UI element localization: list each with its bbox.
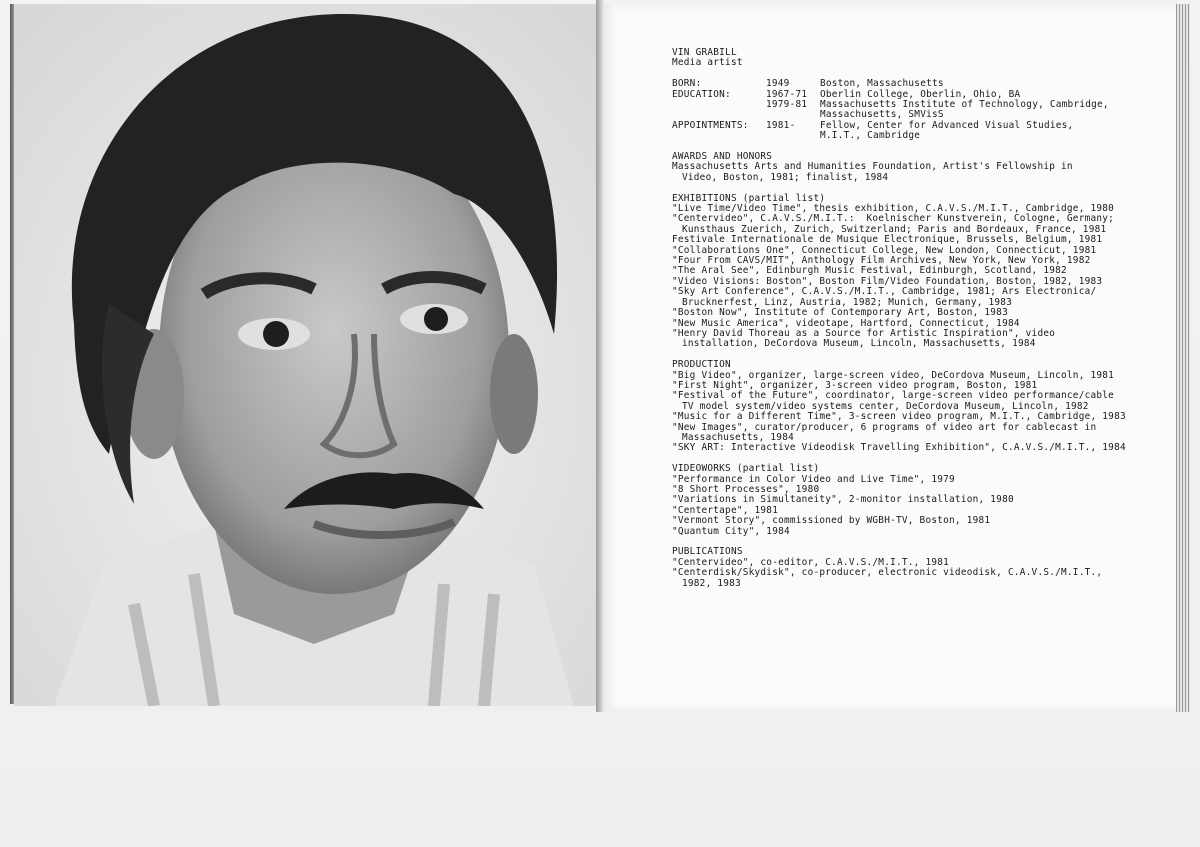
production-line: "Festival of the Future", coordinator, large-screen video performance/cable [672, 390, 1115, 402]
publication-line: 1982, 1983 [682, 577, 741, 589]
awards-heading: AWARDS AND HONORS [672, 151, 773, 163]
exhibition-line: "Video Visions: Boston", Boston Film/Video Foundation, Boston, 1982, 1983 [672, 275, 1103, 287]
production-line: "SKY ART: Interactive Videodisk Travelling Exhibition", C.A.V.S./M.I.T., 1984 [672, 442, 1126, 454]
exhibition-line: Festivale Internationale de Musique Electronique, Brussels, Belgium, 1981 [672, 234, 1103, 246]
artist-name: VIN GRABILL [672, 47, 737, 58]
exhibition-line: "Henry David Thoreau as a Source for Artistic Inspiration", video [672, 327, 1056, 339]
exhibition-line: "Sky Art Conference", C.A.V.S./M.I.T., Cambridge, 1981; Ars Electronica/ [672, 286, 1097, 298]
videowork-line: "Vermont Story", commissioned by WGBH-TV, Boston, 1981 [672, 515, 991, 527]
videowork-line: "Variations in Simultaneity", 2-monitor installation, 1980 [672, 494, 1014, 506]
exhibition-line: "Live Time/Video Time", thesis exhibition, C.A.V.S./M.I.T., Cambridge, 1980 [672, 203, 1115, 215]
artist-cv [672, 48, 1162, 589]
videowork-line: "Performance in Color Video and Live Time", 1979 [672, 473, 955, 485]
production-line: TV model system/video systems center, DeCordova Museum, Lincoln, 1982 [682, 400, 1089, 412]
awards-line: Video, Boston, 1981; finalist, 1984 [682, 171, 889, 183]
publication-line: "Centervideo", co-editor, C.A.V.S./M.I.T., 1981 [672, 556, 950, 568]
exhibition-line: "New Music America", videotape, Hartford, Connecticut, 1984 [672, 317, 1020, 329]
production-line: "New Images", curator/producer, 6 programs of video art for cablecast in [672, 421, 1097, 433]
videowork-line: "8 Short Processes", 1980 [672, 483, 820, 495]
exhibitions-heading: EXHIBITIONS (partial list) [672, 192, 826, 204]
portrait-photo-graphic [14, 4, 598, 706]
portrait-photo [14, 4, 598, 706]
publications-heading: PUBLICATIONS [672, 546, 743, 558]
exhibition-line: "Collaborations One", Connecticut College, New London, Connecticut, 1981 [672, 244, 1097, 256]
production-line: "Big Video", organizer, large-screen video, DeCordova Museum, Lincoln, 1981 [672, 369, 1115, 381]
production-line: "First Night", organizer, 3-screen video program, Boston, 1981 [672, 379, 1038, 391]
exhibition-line: "Boston Now", Institute of Contemporary Art, Boston, 1983 [672, 307, 1008, 319]
bio-details [672, 79, 1162, 141]
production-line: "Music for a Different Time", 3-screen video program, M.I.T., Cambridge, 1983 [672, 411, 1126, 423]
production-heading: PRODUCTION [672, 359, 731, 371]
detail-row: EDUCATION: 1967-71 Oberlin College, Oberlin, Ohio, BA [672, 88, 1021, 100]
publication-line: "Centerdisk/Skydisk", co-producer, electronic videodisk, C.A.V.S./M.I.T., [672, 567, 1103, 579]
detail-row: Massachusetts, SMVisS [820, 109, 944, 121]
production-line: Massachusetts, 1984 [682, 431, 794, 443]
right-page-edge [1176, 4, 1190, 712]
artist-role: Media artist [672, 57, 743, 69]
videoworks-heading: VIDEOWORKS (partial list) [672, 463, 820, 475]
detail-row: M.I.T., Cambridge [820, 130, 921, 142]
exhibition-line: Kunsthaus Zuerich, Zurich, Switzerland; Paris and Bordeaux, France, 1981 [682, 223, 1107, 235]
exhibition-line: "Four From CAVS/MIT", Anthology Film Archives, New York, New York, 1982 [672, 255, 1091, 267]
exhibition-line: Brucknerfest, Linz, Austria, 1982; Munich, Germany, 1983 [682, 296, 1013, 308]
exhibition-line: installation, DeCordova Museum, Lincoln, Massachusetts, 1984 [682, 338, 1036, 350]
awards-line: Massachusetts Arts and Humanities Foundation, Artist's Fellowship in [672, 161, 1073, 173]
videowork-line: "Quantum City", 1984 [672, 525, 790, 537]
detail-row: 1979-81 Massachusetts Institute of Technology, Cambridge, [766, 99, 1109, 111]
videowork-line: "Centertape", 1981 [672, 504, 779, 516]
detail-row: APPOINTMENTS: 1981- Fellow, Center for Advanced Visual Studies, [672, 119, 1074, 131]
detail-row: BORN: 1949 Boston, Massachusetts [672, 78, 944, 90]
exhibition-line: "The Aral See", Edinburgh Music Festival, Edinburgh, Scotland, 1982 [672, 265, 1067, 277]
exhibition-line: "Centervideo", C.A.V.S./M.I.T.: Koelnischer Kunstverein, Cologne, Germany; [672, 213, 1115, 225]
